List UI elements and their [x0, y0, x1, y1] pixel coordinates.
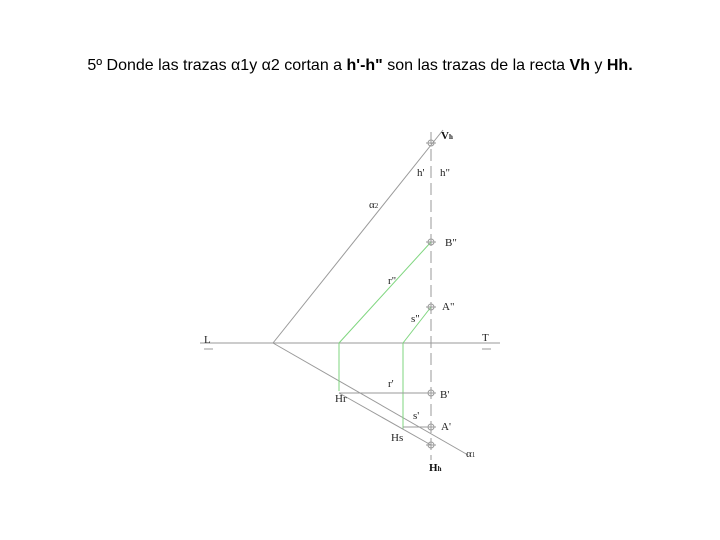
label-t: T: [482, 332, 489, 344]
alpha2-trace: [273, 130, 443, 343]
caption-hh2: Hh.: [606, 57, 633, 74]
label-b-prime: B': [440, 389, 450, 401]
label-alpha2: α2: [369, 199, 379, 211]
label-s-prime: s': [413, 410, 420, 422]
alpha1-trace: [273, 343, 468, 455]
caption-part: son las trazas de la recta: [382, 57, 570, 74]
label-a-dprime: A": [442, 301, 455, 313]
label-a-prime: A': [441, 421, 451, 433]
caption-part: y: [249, 57, 262, 74]
label-r-prime: r': [388, 378, 394, 390]
caption-part: cortan a: [279, 57, 347, 74]
caption-part: y: [589, 57, 607, 74]
green-r-dprime: [339, 242, 431, 343]
label-hh: Hh: [429, 462, 442, 474]
caption-alpha2: α2: [261, 57, 280, 74]
label-b-dprime: B": [445, 237, 457, 249]
caption-alpha1: α1: [231, 57, 250, 74]
label-s-dprime: s": [411, 313, 420, 325]
label-h-prime: h': [417, 167, 425, 179]
label-alpha1: α1: [466, 448, 476, 460]
label-hs: Hs: [391, 432, 404, 444]
caption-hh: h'-h": [346, 57, 383, 74]
label-l: L: [204, 334, 211, 346]
caption-vh: Vh: [569, 57, 590, 74]
label-hr: Hr: [335, 393, 347, 405]
label-vh: Vh: [441, 130, 453, 142]
label-r-dprime: r": [388, 275, 397, 287]
caption-part: 5º Donde las trazas: [87, 57, 232, 74]
label-h-dprime: h": [440, 167, 450, 179]
